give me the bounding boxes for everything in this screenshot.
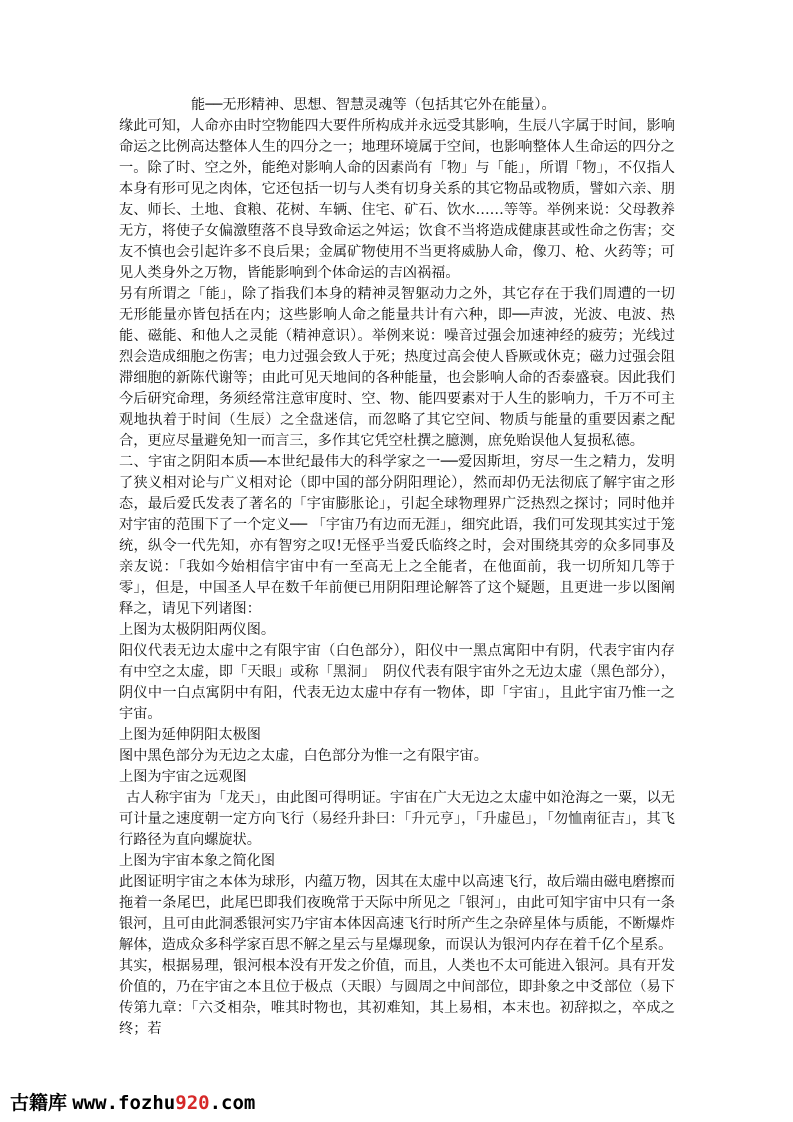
site-url: www.fozhu920.com — [72, 1092, 256, 1114]
document-body — [119, 95, 675, 1040]
figure-caption: 上图为宇宙之远观图 — [119, 769, 247, 785]
site-name: 古籍库 — [10, 1093, 68, 1114]
paragraph: 二、宇宙之阴阳本质──本世纪最伟大的科学家之一──爱因斯坦，穷尽一生之精力，发明了狭义相对论与广义相对论（即中国的部分阴阳理论），然而却仍无法彻底了解宇宙之形态，最后爱氏发表了著名的「宇宙膨胀论」，引起全球物理界广泛热烈之探讨；同时他并对宇宙的范围下了一个定义── 「宇宙乃有边而无涯」，细究此语，我们可发现其实过于笼统，纵令一代先知，亦有智穷之叹!无怪乎当爱氏临终之时，会对围绕其旁的众多同事及亲友说：「我如今始相信宇宙中有一至高无上之全能者，在他面前，我一切所知几等于零」，但是，中国圣人早在数千年前便已用阴阳理论解答了这个疑题，且更进一步以图阐释之，请见下列诸图： — [119, 454, 675, 617]
paragraph: 其实，根据易理，银河根本没有开发之价值，而且，人类也不太可能进入银河。具有开发价值的，乃在宇宙之本且位于极点（天眼）与圆周之中间部位，即卦象之中爻部位（易下传第九章：「六爻相杂，唯其时物也，其初难知，其上易相，本末也。初辞拟之，卒成之终；若 — [119, 958, 675, 1037]
paragraph: 能──无形精神、思想、智慧灵魂等（包括其它外在能量）。 — [191, 97, 556, 113]
paragraph: 此图证明宇宙之本体为球形，内蕴万物，因其在太虚中以高速飞行，故后端由磁电磨擦而拖着一条尾巴，此尾巴即我们夜晚常于天际中所见之「银河」，由此可知宇宙中只有一条银河，且可由此洞悉银河实乃宇宙本体因高速飞行时所产生之杂碎星体与质能，不断爆炸解体，造成众多科学家百思不解之星云与星爆现象，而误认为银河内存在着千亿个星系。 — [119, 874, 675, 953]
paragraph: 古人称宇宙为「龙天」，由此图可得明证。宇宙在广大无边之太虚中如沧海之一粟，以无可计量之速度朝一定方向飞行（易经升卦曰：「升元亨」，「升虚邑」，「勿恤南征吉」，其飞行路径为直向螺旋状。 — [119, 790, 675, 848]
paragraph: 另有所谓之「能」，除了指我们本身的精神灵智躯动力之外，其它存在于我们周遭的一切无形能量亦皆包括在内；这些影响人命之能量共计有六种，即──声波，光波、电波、热能、磁能、和他人之灵能（精神意识）。举例来说：噪音过强会加速神经的疲劳；光线过烈会造成细胞之伤害；电力过强会致人于死；热度过高会使人昏厥或休克；磁力过强会阻滞细胞的新陈代谢等；由此可见天地间的各种能量，也会影响人命的否泰盛衰。因此我们今后研究命理，务须经常注意审度时、空、物、能四要素对于人生的影响力，千万不可主观地执着于时间（生辰）之全盘迷信，而忽略了其它空间、物质与能量的重要因素之配合，更应尽量避免知一而言三，多作其它凭空杜撰之臆测，庶免贻误他人复损私德。 — [119, 286, 675, 449]
paragraph: 缘此可知，人命亦由时空物能四大要件所构成并永远受其影响，生辰八字属于时间，影响命运之比例高达整体人生的四分之一；地理环境属于空间，也影响整体人生命运的四分之一。除了时、空之外，能绝对影响人命的因素尚有「物」与「能」，所谓「物」，不仅指人本身有形可见之肉体，它还包括一切与人类有切身关系的其它物品或物质，譬如六亲、朋友、师长、土地、食粮、花树、车辆、住宅、矿石、饮水……等等。举例来说：父母教养无方，将使子女偏激堕落不良导致命运之舛运；饮食不当将造成健康甚或性命之伤害；交友不慎也会引起许多不良后果；金属矿物使用不当更将威胁人命，像刀、枪、火药等；可见人类身外之万物，皆能影响到个体命运的吉凶祸福。 — [119, 118, 675, 281]
paragraph: 阳仪代表无边太虚中之有限宇宙（白色部分），阳仪中一黑点寓阳中有阴，代表宇宙内存有中空之太虚，即「天眼」或称「黑洞」 阴仪代表有限宇宙外之无边太虚（黑色部分），阴仪中一白点寓阴中有阳，代表无边太虚中存有一物体，即「宇宙」，且此宇宙乃惟一之宇宙。 — [119, 643, 675, 722]
site-watermark — [10, 1088, 255, 1118]
paragraph: 图中黑色部分为无边之太虚，白色部分为惟一之有限宇宙。 — [119, 748, 488, 764]
figure-caption: 上图为延伸阴阳太极图 — [119, 727, 261, 743]
figure-caption: 上图为宇宙本象之简化图 — [119, 853, 276, 869]
figure-caption: 上图为太极阴阳两仪图。 — [119, 622, 276, 638]
